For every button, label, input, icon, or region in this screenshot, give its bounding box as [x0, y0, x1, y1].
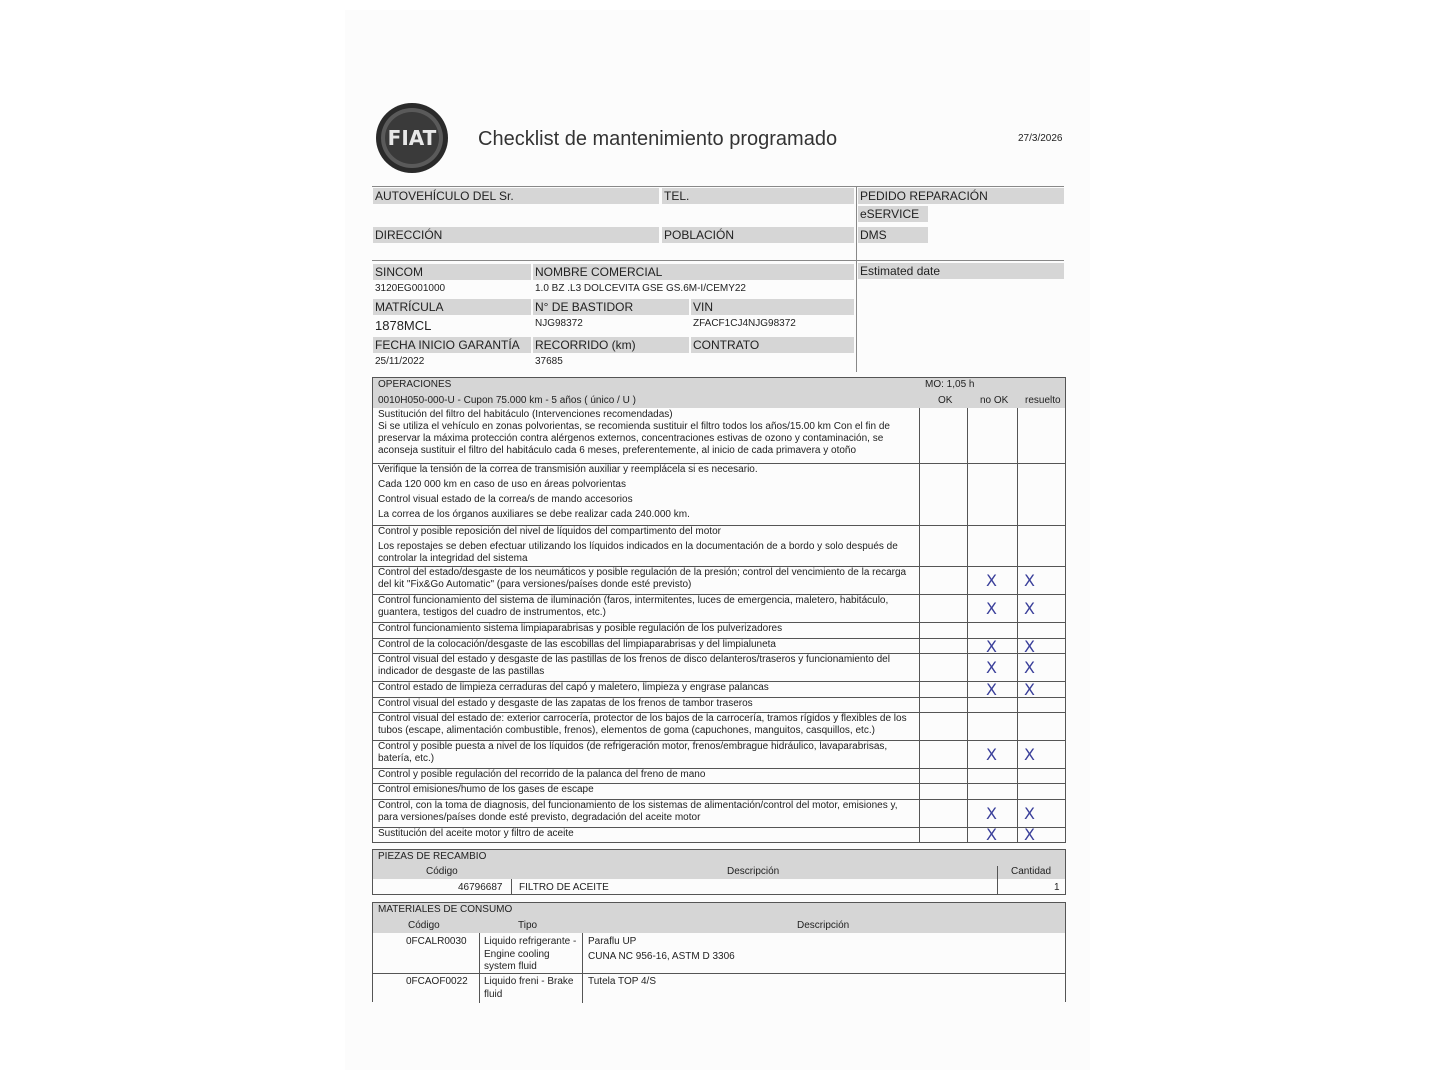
operation-text: Control visual del estado de: exterior carrocería, protector de los bajos de la carrocería, tramos rígidos y flexibles de los tubos (escape, alimentación combustible, frenos), elementos de goma (capuchones, manguitos, casquillos, etc.) — [378, 713, 907, 736]
mileage-label: RECORRIDO (km) — [533, 337, 689, 353]
divider — [856, 186, 857, 372]
resolved-check-mark[interactable]: X — [1024, 745, 1035, 764]
logo-text: FIAT — [387, 126, 437, 150]
operation-text: Control emisiones/humo de los gases de escape — [378, 784, 594, 795]
operation-row — [372, 698, 920, 713]
resolved-check-mark[interactable]: X — [1024, 636, 1035, 656]
operation-row — [372, 682, 920, 698]
material-desc: Paraflu UP — [588, 936, 637, 947]
operation-row — [372, 769, 920, 784]
part-code: 46796687 — [458, 882, 503, 893]
col-nok: no OK — [980, 395, 1009, 406]
material-code: 0FCAOF0022 — [406, 976, 468, 987]
nok-check-mark[interactable]: X — [986, 825, 997, 844]
divider — [372, 186, 1064, 187]
col-divider — [479, 933, 480, 1003]
dms-label: DMS — [858, 227, 928, 243]
operation-text: Control estado de limpieza cerraduras del capó y maletero, limpieza y engrase palancas — [378, 682, 769, 693]
sincom-label: SINCOM — [373, 264, 531, 280]
operation-text: Cada 120 000 km en caso de uso en áreas polvorientas — [378, 479, 626, 490]
col-ok: OK — [938, 395, 953, 406]
parts-col-desc: Descripción — [727, 866, 780, 877]
nok-check-mark[interactable]: X — [986, 680, 997, 699]
material-type: Liquido refrigerante - Engine cooling system fluid — [484, 936, 577, 972]
operation-text: La correa de los órganos auxiliares se debe realizar cada 240.000 km. — [378, 509, 690, 520]
divider — [372, 260, 1064, 261]
operation-code: 0010H050-000-U - Cupon 75.000 km - 5 años ( único / U ) — [378, 395, 636, 406]
materials-col-desc: Descripción — [797, 920, 850, 931]
col-divider — [511, 879, 512, 894]
vin-value: ZFACF1CJ4NJG98372 — [693, 318, 796, 329]
eservice-label: eSERVICE — [858, 206, 928, 222]
col-divider — [997, 866, 998, 894]
operation-text: Control de la colocación/desgaste de las escobillas del limpiaparabrisas y del limpialuneta — [378, 639, 776, 650]
operation-row — [372, 464, 920, 526]
materials-col-code: Código — [408, 920, 440, 931]
page-title: Checklist de mantenimiento programado — [478, 128, 838, 150]
parts-title: PIEZAS DE RECAMBIO — [378, 851, 487, 862]
operation-row — [372, 623, 920, 639]
resolved-check-mark[interactable]: X — [1024, 658, 1035, 677]
operations-title: OPERACIONES — [378, 379, 452, 390]
operation-text: Sustitución del filtro del habitáculo (Intervenciones recomendadas) — [378, 409, 673, 420]
resolved-check-mark[interactable]: X — [1024, 825, 1035, 844]
resolved-check-mark[interactable]: X — [1024, 599, 1035, 618]
town-label: POBLACIÓN — [662, 227, 854, 243]
operation-text: Control y posible regulación del recorrido de la palanca del freno de mano — [378, 769, 706, 780]
operation-row — [372, 828, 920, 842]
warranty-label: FECHA INICIO GARANTÍA — [373, 337, 531, 353]
operation-row — [372, 654, 920, 682]
plate-label: MATRÍCULA — [373, 299, 531, 315]
owner-label: AUTOVEHÍCULO DEL Sr. — [373, 188, 659, 204]
operation-row — [372, 784, 920, 800]
nok-check-mark[interactable]: X — [986, 571, 997, 590]
material-desc: Tutela TOP 4/S — [588, 976, 657, 987]
parts-col-qty: Cantidad — [1011, 866, 1052, 877]
operation-text: Sustitución del aceite motor y filtro de aceite — [378, 828, 574, 839]
operation-row — [372, 800, 920, 828]
resolved-check-mark[interactable]: X — [1024, 680, 1035, 699]
row-divider — [373, 973, 1065, 974]
col-divider — [967, 408, 968, 842]
tel-label: TEL. — [662, 188, 854, 204]
mileage-value: 37685 — [535, 356, 563, 367]
nok-check-mark[interactable]: X — [986, 636, 997, 656]
estimated-date-label: Estimated date — [858, 263, 1064, 279]
operation-text: Control funcionamiento sistema limpiaparabrisas y posible regulación de los pulverizadores — [378, 623, 783, 634]
material-code: 0FCALR0030 — [406, 936, 467, 947]
material-desc-spec: CUNA NC 956-16, ASTM D 3306 — [588, 951, 735, 962]
parts-col-code: Código — [426, 866, 458, 877]
operation-text: Los repostajes se deben efectuar utilizando los líquidos indicados en la documentación de a bordo y solo después de controlar la integridad del sistema — [378, 541, 898, 564]
col-resolved: resuelto — [1025, 395, 1061, 406]
operation-row — [372, 526, 920, 567]
address-label: DIRECCIÓN — [373, 227, 659, 243]
nok-check-mark[interactable]: X — [986, 804, 997, 823]
operation-row — [372, 595, 920, 623]
nok-check-mark[interactable]: X — [986, 599, 997, 618]
repair-order-label: PEDIDO REPARACIÓN — [858, 188, 1064, 204]
col-divider — [582, 933, 583, 1003]
operation-text: Control visual del estado y desgaste de las zapatas de los frenos de tambor traseros — [378, 698, 753, 709]
part-qty: 1 — [1054, 882, 1060, 893]
chassis-value: NJG98372 — [535, 318, 583, 329]
operation-text: Control visual del estado y desgaste de las pastillas de los frenos de disco delanteros/traseros y funcionamiento del indicador de desgaste de las pastillas — [378, 654, 890, 677]
operation-text: Control funcionamiento del sistema de iluminación (faros, intermitentes, luces de emergencia, maletero, habitáculo, guantera, testigos del cuadro de instrumentos, etc.) — [378, 595, 889, 618]
sincom-value: 3120EG001000 — [375, 283, 446, 294]
operation-text: Control visual estado de la correa/s de mando accesorios — [378, 494, 633, 505]
fiat-logo — [374, 101, 452, 175]
operation-text: Verifique la tensión de la correa de transmisión auxiliar y reemplácela si es necesario. — [378, 464, 758, 475]
commercial-name-label: NOMBRE COMERCIAL — [533, 264, 854, 280]
operation-text: Control y posible puesta a nivel de los líquidos (de refrigeración motor, frenos/embrague hidráulico, lavaparabrisas, batería, etc.) — [378, 741, 888, 764]
material-type: Liquido freni - Brake fluid — [484, 976, 574, 1000]
contract-label: CONTRATO — [691, 337, 854, 353]
resolved-check-mark[interactable]: X — [1024, 571, 1035, 590]
document-date: 27/3/2026 — [1018, 133, 1063, 144]
chassis-label: N° DE BASTIDOR — [533, 299, 689, 315]
commercial-name-value: 1.0 BZ .L3 DOLCEVITA GSE GS.6M-I/CEMY22 — [535, 283, 746, 294]
mo-hours: MO: 1,05 h — [925, 379, 975, 390]
operation-row — [372, 409, 920, 464]
operation-text: Si se utiliza el vehículo en zonas polvorientas, se recomienda sustituir el filtro todos los años/15.00 km Con el fin de preservar la máxima protección contra alérgenos externos, concentraciones estivas de ozono y contaminación, se aconseja sustituir el filtro del habitáculo cada 6 meses, preferentemente, al inicio de cada primavera y otoño — [378, 421, 890, 456]
materials-title: MATERIALES DE CONSUMO — [378, 904, 513, 915]
materials-col-type: Tipo — [518, 920, 538, 931]
operation-row — [372, 741, 920, 769]
operation-row — [372, 639, 920, 654]
col-divider — [1017, 408, 1018, 842]
vin-label: VIN — [691, 299, 854, 315]
plate-value: 1878MCL — [375, 318, 432, 333]
part-desc: FILTRO DE ACEITE — [519, 882, 609, 893]
nok-check-mark[interactable]: X — [986, 658, 997, 677]
resolved-check-mark[interactable]: X — [1024, 804, 1035, 823]
nok-check-mark[interactable]: X — [986, 745, 997, 764]
operation-text: Control y posible reposición del nivel de líquidos del compartimento del motor — [378, 526, 721, 537]
warranty-value: 25/11/2022 — [375, 356, 425, 367]
operation-text: Control del estado/desgaste de los neumáticos y posible regulación de la presión; control del vencimiento de la recarga del kit "Fix&Go Automatic" (para versiones/países donde esté previsto) — [378, 567, 907, 590]
operation-row — [372, 713, 920, 741]
operation-row — [372, 567, 920, 595]
operation-text: Control, con la toma de diagnosis, del funcionamiento de los sistemas de alimentación/control del motor, emisiones y, para versiones/países donde esté previsto, degradación del aceite motor — [378, 800, 898, 823]
